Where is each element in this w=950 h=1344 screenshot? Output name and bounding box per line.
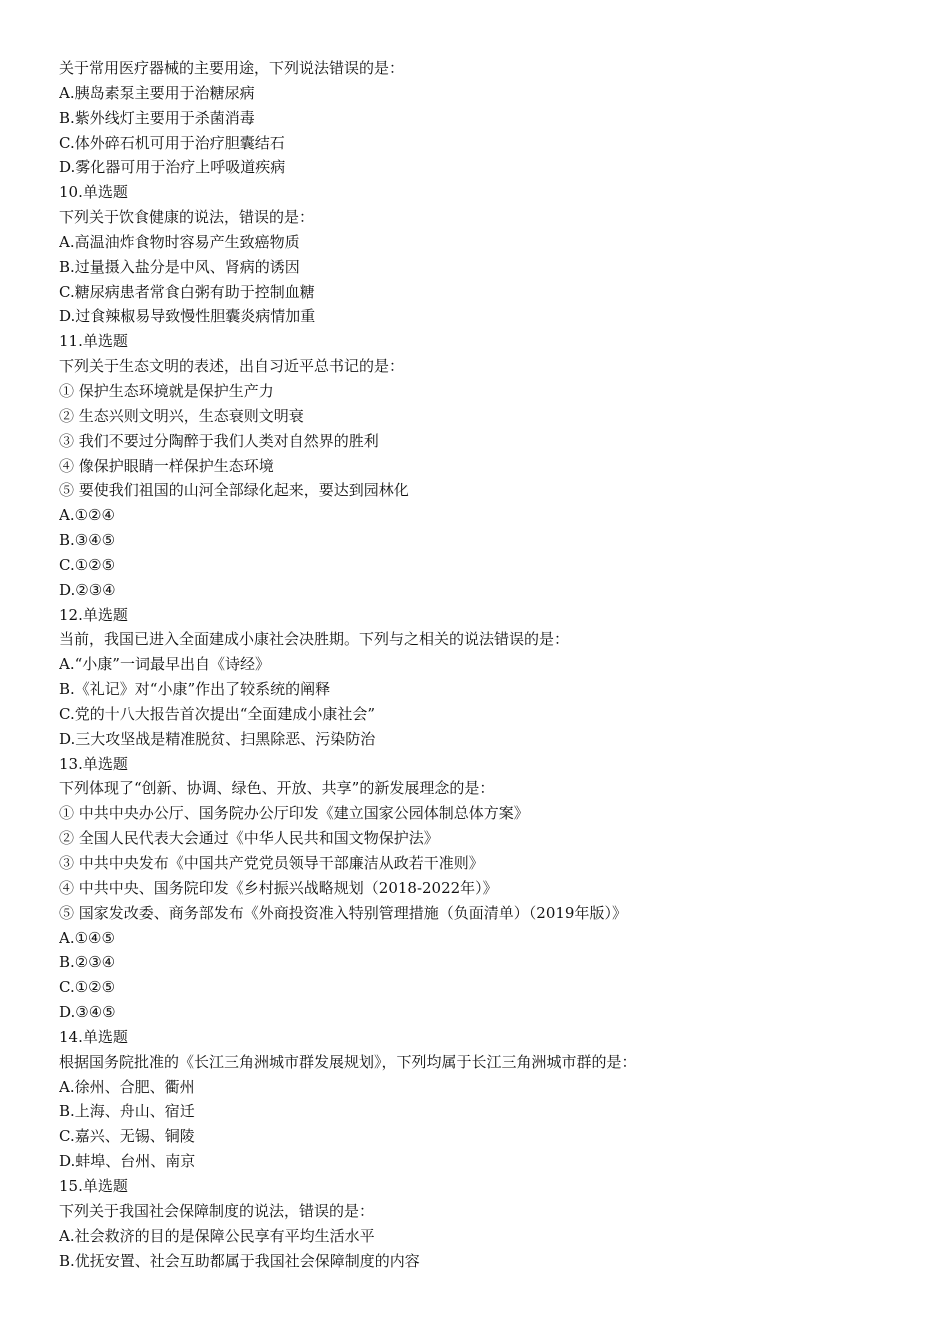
text-line: A.徐州、合肥、衢州 bbox=[59, 1077, 195, 1096]
text-line: A.①④⑤ bbox=[59, 928, 115, 947]
text-line: 13.单选题 bbox=[59, 754, 128, 773]
text-line: C.嘉兴、无锡、铜陵 bbox=[59, 1127, 195, 1146]
text-line: D.三大攻坚战是精准脱贫、扫黑除恶、污染防治 bbox=[59, 729, 376, 748]
text-line: ③ 中共中央发布《中国共产党党员领导干部廉洁从政若干准则》 bbox=[59, 854, 484, 872]
text-line: B.紫外线灯主要用于杀菌消毒 bbox=[59, 108, 255, 127]
text-line: A.胰岛素泵主要用于治糖尿病 bbox=[59, 83, 255, 102]
text-line: C.党的十八大报告首次提出“全面建成小康社会” bbox=[59, 704, 376, 723]
text-line: A.高温油炸食物时容易产生致癌物质 bbox=[59, 232, 300, 251]
text-line: 下列体现了“创新、协调、绿色、开放、共享”的新发展理念的是： bbox=[59, 779, 495, 798]
text-line: 下列关于饮食健康的说法，错误的是： bbox=[59, 208, 315, 227]
text-line: ⑤ 国家发改委、商务部发布《外商投资准入特别管理措施（负面清单）（2019年版）》 bbox=[59, 903, 627, 922]
text-line: C.糖尿病患者常食白粥有助于控制血糖 bbox=[59, 282, 315, 301]
text-line: 下列关于生态文明的表述，出自习近平总书记的是： bbox=[59, 357, 405, 376]
text-line: 12.单选题 bbox=[59, 605, 128, 624]
text-line: D.过食辣椒易导致慢性胆囊炎病情加重 bbox=[59, 307, 316, 326]
text-line: B.优抚安置、社会互助都属于我国社会保障制度的内容 bbox=[59, 1251, 420, 1270]
document-body bbox=[59, 56, 919, 1273]
text-line: 下列关于我国社会保障制度的说法，错误的是： bbox=[59, 1201, 375, 1220]
text-line: A.①②④ bbox=[59, 506, 115, 525]
text-line: ⑤ 要使我们祖国的山河全部绿化起来，要达到园林化 bbox=[59, 481, 409, 500]
text-line: B.③④⑤ bbox=[59, 531, 116, 550]
text-line: B.过量摄入盐分是中风、肾病的诱因 bbox=[59, 257, 300, 276]
text-line: ④ 中共中央、国务院印发《乡村振兴战略规划（2018-2022年）》 bbox=[59, 878, 498, 897]
text-line: B.《礼记》对“小康”作出了较系统的阐释 bbox=[59, 680, 331, 699]
text-line: ① 保护生态环境就是保护生产力 bbox=[59, 381, 274, 400]
text-line: C.①②⑤ bbox=[59, 555, 116, 574]
text-line: A.“小康”一词最早出自《诗经》 bbox=[59, 655, 270, 674]
text-line: ② 生态兴则文明兴，生态衰则文明衰 bbox=[59, 406, 304, 425]
text-line: 15.单选题 bbox=[59, 1176, 128, 1195]
text-line: D.雾化器可用于治疗上呼吸道疾病 bbox=[59, 158, 286, 177]
text-line: 11.单选题 bbox=[59, 332, 128, 351]
text-line: 10.单选题 bbox=[59, 183, 128, 202]
text-line: D.蚌埠、台州、南京 bbox=[59, 1152, 196, 1171]
text-line: 当前，我国已进入全面建成小康社会决胜期。下列与之相关的说法错误的是： bbox=[59, 630, 570, 649]
text-line: B.②③④ bbox=[59, 953, 116, 972]
text-line: A.社会救济的目的是保障公民享有平均生活水平 bbox=[59, 1226, 375, 1245]
text-line: ③ 我们不要过分陶醉于我们人类对自然界的胜利 bbox=[59, 431, 379, 450]
text-line: D.③④⑤ bbox=[59, 1003, 116, 1022]
text-line: B.上海、舟山、宿迁 bbox=[59, 1102, 195, 1121]
text-line: ① 中共中央办公厅、国务院办公厅印发《建立国家公园体制总体方案》 bbox=[59, 804, 529, 823]
text-line: D.②③④ bbox=[59, 580, 116, 599]
text-line: 14.单选题 bbox=[59, 1027, 128, 1046]
text-line: ④ 像保护眼睛一样保护生态环境 bbox=[59, 456, 274, 475]
text-line: C.体外碎石机可用于治疗胆囊结石 bbox=[59, 133, 285, 152]
text-line: C.①②⑤ bbox=[59, 978, 116, 997]
text-line: 关于常用医疗器械的主要用途，下列说法错误的是： bbox=[59, 59, 405, 77]
text-line: 根据国务院批准的《长江三角洲城市群发展规划》，下列均属于长江三角洲城市群的是： bbox=[59, 1052, 637, 1071]
text-line: ② 全国人民代表大会通过《中华人民共和国文物保护法》 bbox=[59, 829, 439, 848]
